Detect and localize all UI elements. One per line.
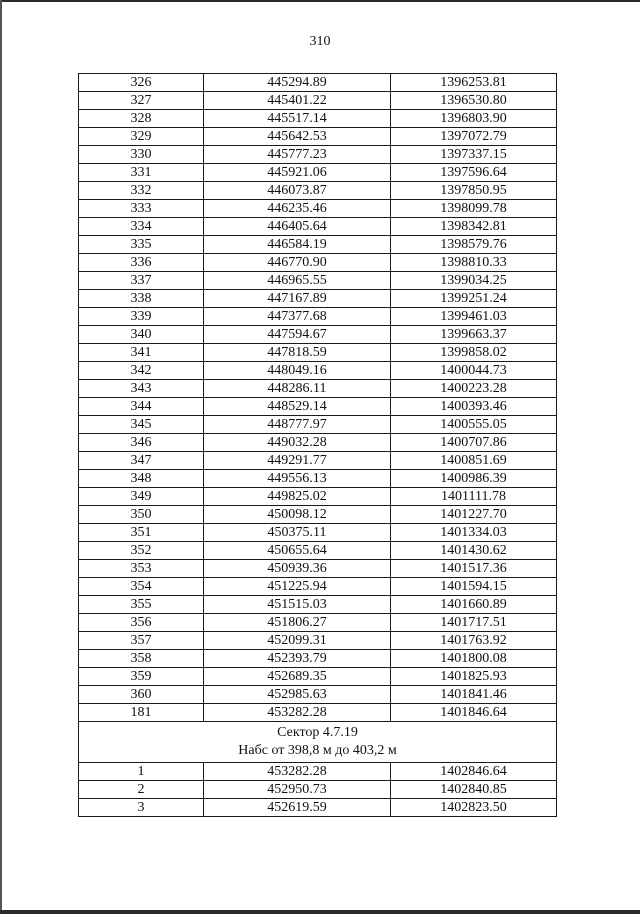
x-coordinate-cell: 446770.90: [204, 254, 391, 272]
table-row: [79, 308, 557, 326]
table-row: [79, 781, 557, 799]
x-coordinate-cell: 452619.59: [204, 799, 391, 817]
point-number-cell: 350: [79, 506, 204, 524]
point-number-cell: 354: [79, 578, 204, 596]
table-row: [79, 290, 557, 308]
point-number-cell: 1: [79, 763, 204, 781]
y-coordinate-cell: 1396530.80: [391, 92, 557, 110]
y-coordinate-cell: 1401800.08: [391, 650, 557, 668]
y-coordinate-cell: 1401227.70: [391, 506, 557, 524]
x-coordinate-cell: 451806.27: [204, 614, 391, 632]
x-coordinate-cell: 445401.22: [204, 92, 391, 110]
y-coordinate-cell: 1399663.37: [391, 326, 557, 344]
y-coordinate-cell: 1401846.64: [391, 704, 557, 722]
table-row: [79, 272, 557, 290]
y-coordinate-cell: 1401841.46: [391, 686, 557, 704]
y-coordinate-cell: 1401660.89: [391, 596, 557, 614]
point-number-cell: 357: [79, 632, 204, 650]
y-coordinate-cell: 1400393.46: [391, 398, 557, 416]
x-coordinate-cell: 453282.28: [204, 704, 391, 722]
point-number-cell: 338: [79, 290, 204, 308]
x-coordinate-cell: 452393.79: [204, 650, 391, 668]
table-row: [79, 236, 557, 254]
point-number-cell: 332: [79, 182, 204, 200]
point-number-cell: 355: [79, 596, 204, 614]
y-coordinate-cell: 1400044.73: [391, 362, 557, 380]
x-coordinate-cell: 452985.63: [204, 686, 391, 704]
x-coordinate-cell: 447818.59: [204, 344, 391, 362]
y-coordinate-cell: 1396253.81: [391, 74, 557, 92]
table-row: [79, 326, 557, 344]
x-coordinate-cell: 445517.14: [204, 110, 391, 128]
y-coordinate-cell: 1399461.03: [391, 308, 557, 326]
x-coordinate-cell: 451515.03: [204, 596, 391, 614]
x-coordinate-cell: 448286.11: [204, 380, 391, 398]
point-number-cell: 328: [79, 110, 204, 128]
table-row: [79, 182, 557, 200]
table-row: [79, 632, 557, 650]
point-number-cell: 359: [79, 668, 204, 686]
y-coordinate-cell: 1398342.81: [391, 218, 557, 236]
x-coordinate-cell: 450939.36: [204, 560, 391, 578]
x-coordinate-cell: 452950.73: [204, 781, 391, 799]
y-coordinate-cell: 1400707.86: [391, 434, 557, 452]
x-coordinate-cell: 445642.53: [204, 128, 391, 146]
point-number-cell: 326: [79, 74, 204, 92]
table-row: [79, 524, 557, 542]
table-row: [79, 218, 557, 236]
table-row: [79, 128, 557, 146]
point-number-cell: 343: [79, 380, 204, 398]
table-row: [79, 92, 557, 110]
point-number-cell: 340: [79, 326, 204, 344]
x-coordinate-cell: 446965.55: [204, 272, 391, 290]
x-coordinate-cell: 446584.19: [204, 236, 391, 254]
y-coordinate-cell: 1400223.28: [391, 380, 557, 398]
point-number-cell: 327: [79, 92, 204, 110]
point-number-cell: 344: [79, 398, 204, 416]
y-coordinate-cell: 1401430.62: [391, 542, 557, 560]
x-coordinate-cell: 446073.87: [204, 182, 391, 200]
page-number: 310: [309, 34, 331, 49]
table-row: [79, 560, 557, 578]
x-coordinate-cell: 447167.89: [204, 290, 391, 308]
y-coordinate-cell: 1399251.24: [391, 290, 557, 308]
x-coordinate-cell: 447594.67: [204, 326, 391, 344]
point-number-cell: 341: [79, 344, 204, 362]
table-row: [79, 799, 557, 817]
x-coordinate-cell: 449032.28: [204, 434, 391, 452]
y-coordinate-cell: 1401334.03: [391, 524, 557, 542]
x-coordinate-cell: 446235.46: [204, 200, 391, 218]
table-row: [79, 416, 557, 434]
sector-title: Сектор 4.7.19: [277, 725, 358, 740]
table-row: [79, 254, 557, 272]
x-coordinate-cell: 449291.77: [204, 452, 391, 470]
table-row: [79, 614, 557, 632]
table-row: [79, 596, 557, 614]
sector-header-cell: [79, 722, 557, 763]
point-number-cell: 336: [79, 254, 204, 272]
table-row: [79, 686, 557, 704]
table-row: [79, 380, 557, 398]
point-number-cell: 335: [79, 236, 204, 254]
scan-edge-top: [0, 0, 640, 2]
point-number-cell: 2: [79, 781, 204, 799]
point-number-cell: 337: [79, 272, 204, 290]
y-coordinate-cell: 1398579.76: [391, 236, 557, 254]
y-coordinate-cell: 1397337.15: [391, 146, 557, 164]
y-coordinate-cell: 1399858.02: [391, 344, 557, 362]
x-coordinate-cell: 445921.06: [204, 164, 391, 182]
x-coordinate-cell: 451225.94: [204, 578, 391, 596]
table-row: [79, 344, 557, 362]
point-number-cell: 346: [79, 434, 204, 452]
point-number-cell: 329: [79, 128, 204, 146]
point-number-cell: 339: [79, 308, 204, 326]
point-number-cell: 348: [79, 470, 204, 488]
table-row: [79, 763, 557, 781]
point-number-cell: 347: [79, 452, 204, 470]
y-coordinate-cell: 1401763.92: [391, 632, 557, 650]
point-number-cell: 334: [79, 218, 204, 236]
x-coordinate-cell: 445294.89: [204, 74, 391, 92]
point-number-cell: 333: [79, 200, 204, 218]
point-number-cell: 349: [79, 488, 204, 506]
table-row: [79, 164, 557, 182]
x-coordinate-cell: 453282.28: [204, 763, 391, 781]
y-coordinate-cell: 1401825.93: [391, 668, 557, 686]
table-row: [79, 668, 557, 686]
table-row: [79, 506, 557, 524]
table-row: [79, 542, 557, 560]
point-number-cell: 342: [79, 362, 204, 380]
y-coordinate-cell: 1400555.05: [391, 416, 557, 434]
table-row: [79, 488, 557, 506]
coordinates-table-body: [79, 74, 557, 817]
x-coordinate-cell: 448777.97: [204, 416, 391, 434]
y-coordinate-cell: 1402823.50: [391, 799, 557, 817]
y-coordinate-cell: 1401594.15: [391, 578, 557, 596]
coordinates-table: [78, 73, 557, 817]
y-coordinate-cell: 1397072.79: [391, 128, 557, 146]
point-number-cell: 358: [79, 650, 204, 668]
y-coordinate-cell: 1400851.69: [391, 452, 557, 470]
y-coordinate-cell: 1401717.51: [391, 614, 557, 632]
y-coordinate-cell: 1399034.25: [391, 272, 557, 290]
table-row: [79, 578, 557, 596]
point-number-cell: 330: [79, 146, 204, 164]
point-number-cell: 353: [79, 560, 204, 578]
sector-height-range: Набс от 398,8 м до 403,2 м: [238, 743, 397, 758]
point-number-cell: 331: [79, 164, 204, 182]
scan-edge-left: [0, 0, 2, 914]
y-coordinate-cell: 1397596.64: [391, 164, 557, 182]
table-row: [79, 704, 557, 722]
table-row: [79, 398, 557, 416]
y-coordinate-cell: 1397850.95: [391, 182, 557, 200]
table-row: [79, 146, 557, 164]
table-row: [79, 362, 557, 380]
table-row: [79, 650, 557, 668]
y-coordinate-cell: 1398810.33: [391, 254, 557, 272]
table-row: [79, 110, 557, 128]
y-coordinate-cell: 1402840.85: [391, 781, 557, 799]
x-coordinate-cell: 447377.68: [204, 308, 391, 326]
y-coordinate-cell: 1401517.36: [391, 560, 557, 578]
y-coordinate-cell: 1396803.90: [391, 110, 557, 128]
x-coordinate-cell: 445777.23: [204, 146, 391, 164]
table-row: [79, 434, 557, 452]
point-number-cell: 345: [79, 416, 204, 434]
point-number-cell: 352: [79, 542, 204, 560]
y-coordinate-cell: 1400986.39: [391, 470, 557, 488]
sector-header-row: [79, 722, 557, 763]
y-coordinate-cell: 1398099.78: [391, 200, 557, 218]
x-coordinate-cell: 450655.64: [204, 542, 391, 560]
point-number-cell: 181: [79, 704, 204, 722]
x-coordinate-cell: 448529.14: [204, 398, 391, 416]
x-coordinate-cell: 450098.12: [204, 506, 391, 524]
point-number-cell: 3: [79, 799, 204, 817]
x-coordinate-cell: 449556.13: [204, 470, 391, 488]
x-coordinate-cell: 452099.31: [204, 632, 391, 650]
point-number-cell: 356: [79, 614, 204, 632]
table-row: [79, 470, 557, 488]
y-coordinate-cell: 1402846.64: [391, 763, 557, 781]
x-coordinate-cell: 446405.64: [204, 218, 391, 236]
x-coordinate-cell: 452689.35: [204, 668, 391, 686]
scan-edge-bottom: [0, 910, 640, 914]
point-number-cell: 360: [79, 686, 204, 704]
y-coordinate-cell: 1401111.78: [391, 488, 557, 506]
table-row: [79, 200, 557, 218]
x-coordinate-cell: 448049.16: [204, 362, 391, 380]
point-number-cell: 351: [79, 524, 204, 542]
x-coordinate-cell: 450375.11: [204, 524, 391, 542]
table-row: [79, 74, 557, 92]
table-row: [79, 452, 557, 470]
x-coordinate-cell: 449825.02: [204, 488, 391, 506]
